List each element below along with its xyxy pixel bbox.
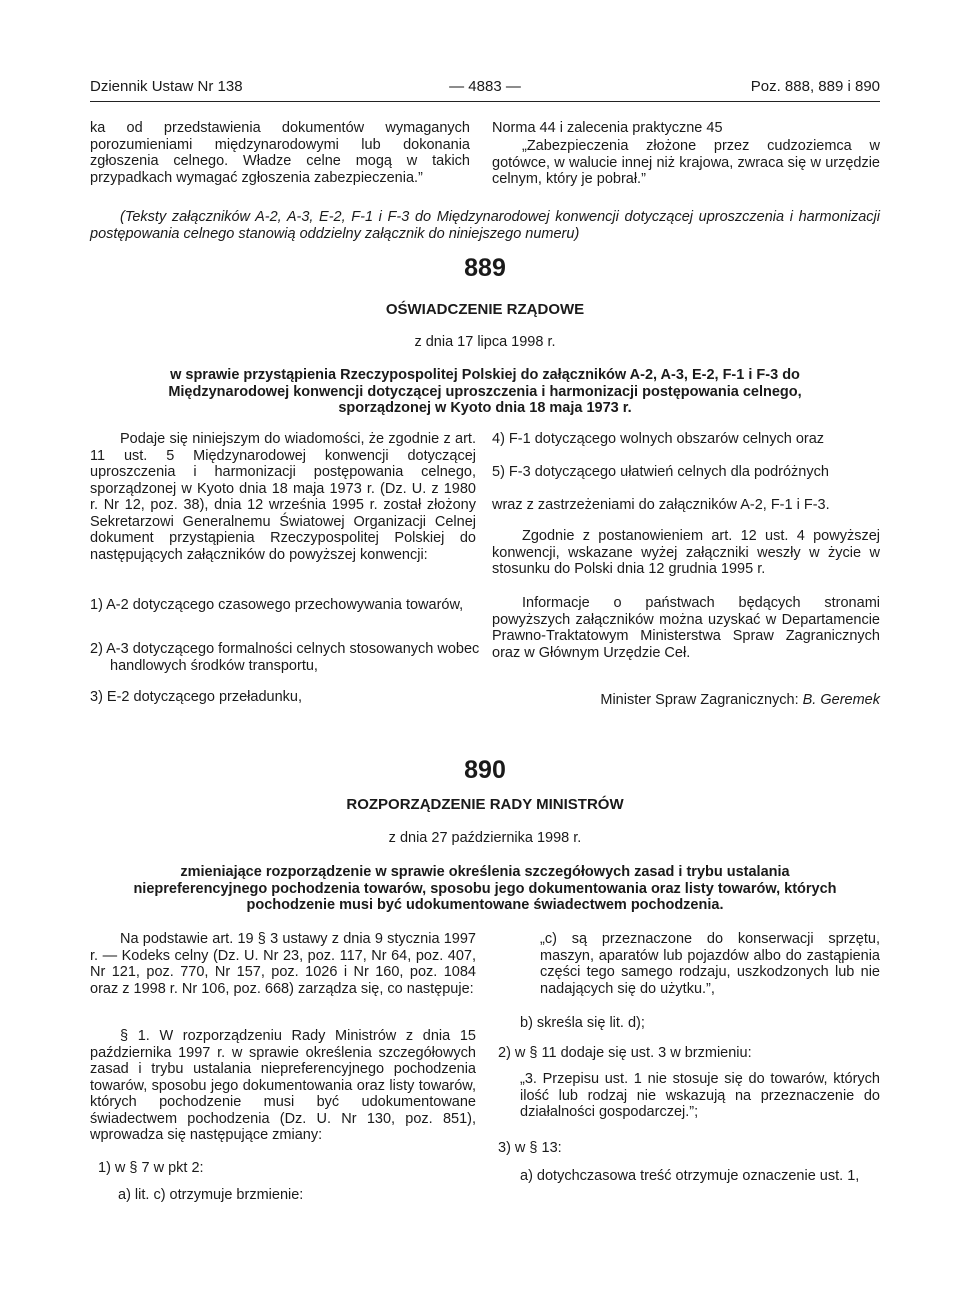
point-2: 2) w § 11 dodaje się ust. 3 w brzmieniu:: [498, 1045, 752, 1061]
point-1a: a) lit. c) otrzymuje brzmienie:: [118, 1187, 304, 1203]
quote-ust-3: „3. Przepisu ust. 1 nie stosuje się do towarów, których ilość lub rodzaj nie wskazują na przeznaczenie do działalności gospodarczej.”;: [520, 1071, 880, 1120]
norma-title: Norma 44 i zalecenia praktyczne 45: [492, 120, 723, 136]
section-889-subject: w sprawie przystąpienia Rzeczypospolitej Polskiej do załączników A-2, A-3, E-2, F-1 i F-3 do Międzynarodowej konwencji dotyczącej uproszczenia i harmonizacji postępowania celnego, sporządzonej w Kyoto dnia 18 maja 1973 r.: [168, 367, 802, 416]
section-890-subject: zmieniające rozporządzenie w sprawie określenia szczegółowych zasad i trybu ustalania niepreferencyjnego pochodzenia towarów, sposobu jego dokumentowania oraz listy towarów, których pochodzenie musi być udokumentowane świadectwem pochodzenia.: [133, 864, 837, 913]
annex-item-5: 5) F-3 dotyczącego ułatwień celnych dla podróżnych: [492, 464, 829, 480]
section-890-number: 890: [464, 756, 506, 784]
annex-item-3: 3) E-2 dotyczącego przeładunku,: [90, 689, 302, 705]
point-1: 1) w § 7 w pkt 2:: [98, 1160, 204, 1176]
journal-title: Dziennik Ustaw Nr 138: [90, 78, 243, 95]
section-889-date: z dnia 17 lipca 1998 r.: [414, 334, 556, 350]
signature: [492, 692, 880, 709]
reservations-line: wraz z zastrzeżeniami do załączników A-2, F-1 i F-3.: [492, 497, 830, 513]
page-number: — 4883 —: [449, 78, 521, 95]
signature-role: Minister Spraw Zagranicznych:: [600, 692, 799, 708]
norma-text: „Zabezpieczenia złożone przez cudzoziemca w gotówce, w walucie innej niż krajowa, zwraca się w urzędzie celnym, który je pobrał.”: [492, 138, 880, 187]
entry-into-force: Zgodnie z postanowieniem art. 12 ust. 4 powyższej konwencji, wskazane wyżej załączniki weszły w życie w stosunku do Polski dnia 12 grudnia 1995 r.: [492, 528, 880, 577]
top-left-para: ka od przedstawienia dokumentów wymaganych porozumieniami międzynarodowymi lub dokonania zgłoszenia celnego. Władze celne mogą w takich przypadkach wymagać zgłoszenia zabezpieczenia.”: [90, 120, 470, 186]
point-3a: a) dotychczasowa treść otrzymuje oznaczenie ust. 1,: [520, 1168, 860, 1184]
section-890-title: ROZPORZĄDZENIE RADY MINISTRÓW: [346, 796, 624, 813]
header-rule: [90, 101, 880, 102]
annex-note: (Teksty załączników A-2, A-3, E-2, F-1 i F-3 do Międzynarodowej konwencji dotyczącej uproszczenia i harmonizacji postępowania celnego stanowią oddzielny załącznik do niniejszego numeru): [90, 209, 880, 242]
paragraph-1: § 1. W rozporządzeniu Rady Ministrów z dnia 15 października 1997 r. w sprawie określenia szczegółowych zasad i trybu ustalania niepreferencyjnego pochodzenia towarów, sposobu jego dokumentowania oraz listy towarów, których pochodzenie musi być udokumentowane świadectwem pochodzenia (Dz. U. Nr 130, poz. 851), wprowadza się następujące zmiany:: [90, 1028, 476, 1143]
quote-letter-c: „c) są przeznaczone do konserwacji sprzętu, maszyn, aparatów lub pojazdów albo do zastąpienia części tego samego rodzaju, uszkodzonych lub nie nadających się do użytku.”,: [540, 931, 880, 997]
point-1b: b) skreśla się lit. d);: [520, 1015, 645, 1031]
legal-basis: Na podstawie art. 19 § 3 ustawy z dnia 9 stycznia 1997 r. — Kodeks celny (Dz. U. Nr 23, poz. 117, Nr 64, poz. 407, Nr 121, poz. 770, Nr 157, poz. 1026 i Nr 160, poz. 1084 oraz z 1998 r. Nr 106, poz. 668) zarządza się, co następuje:: [90, 931, 476, 997]
signature-name: B. Geremek: [802, 692, 880, 708]
information-para: Informacje o państwach będących stronami powyższych załączników można uzyskać w Departamencie Prawno-Traktatowym Ministerstwa Spraw Zagranicznych oraz w Głównym Urzędzie Ceł.: [492, 595, 880, 661]
point-3: 3) w § 13:: [498, 1140, 562, 1156]
section-889-intro: Podaje się niniejszym do wiadomości, że zgodnie z art. 11 ust. 5 Międzynarodowej konwencji dotyczącej uproszczenia i harmonizacji postępowania celnego, sporządzonej w Kyoto dnia 18 maja 1973 r. (Dz. U. z 1980 r. Nr 12, poz. 38), dnia 12 września 1995 r. został złożony Sekretarzowi Generalnemu Światowej Organizacji Celnej dokument przystąpienia Rzeczypospolitej Polskiej do następujących załączników do powyższej konwencji:: [90, 431, 476, 563]
section-889-title: OŚWIADCZENIE RZĄDOWE: [385, 301, 585, 318]
section-890-date: z dnia 27 października 1998 r.: [388, 830, 582, 846]
section-889-number: 889: [464, 254, 506, 282]
page-header: [90, 78, 880, 100]
annex-item-1: 1) A-2 dotyczącego czasowego przechowywania towarów,: [90, 597, 464, 613]
position-ref: Poz. 888, 889 i 890: [750, 78, 880, 95]
annex-item-4: 4) F-1 dotyczącego wolnych obszarów celnych oraz: [492, 431, 825, 447]
annex-item-2: 2) A-3 dotyczącego formalności celnych stosowanych wobec handlowych środków transportu,: [90, 641, 480, 674]
